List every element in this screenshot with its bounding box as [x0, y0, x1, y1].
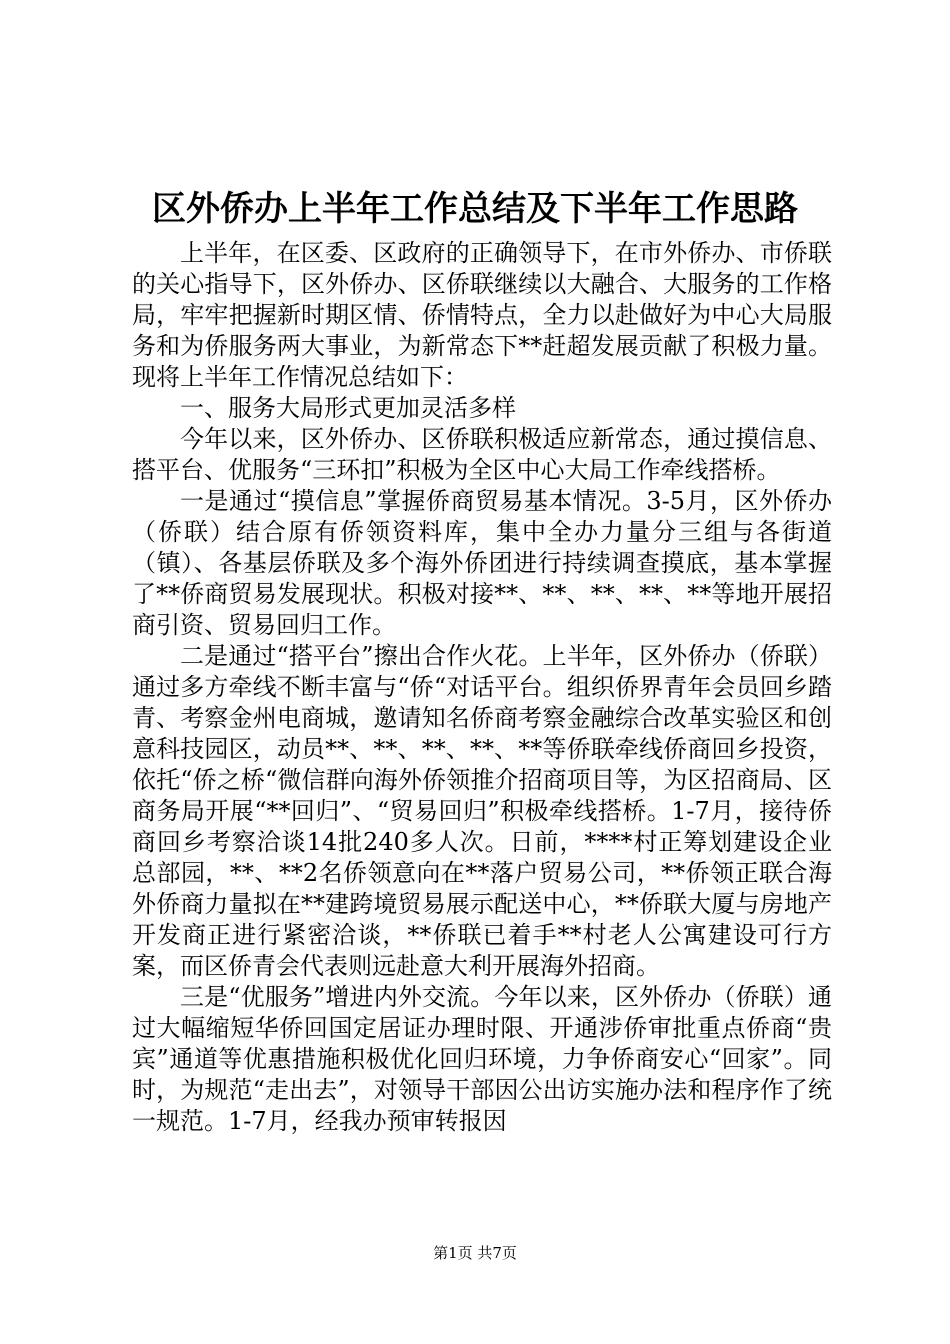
point-two-paragraph: 二是通过“搭平台”擦出合作火花。上半年，区外侨办（侨联）通过多方牵线不断丰富与“侨“对话平台。组织侨界青年会员回乡踏青、考察金州电商城，邀请知名侨商考察金融综合改革实验区和创意科技园区，动员**、**、**、**、**等侨联牵线侨商回乡投资，依托“侨之桥“微信群向海外侨领推介招商项目等，为区招商局、区商务局开展“**回归”、“贸易回归”积极牵线搭桥。1-7月，接待侨商回乡考察洽谈14批240多人次。日前，****村正筹划建设企业总部园，**、**2名侨领意向在**落户贸易公司，**侨领正联合海外侨商力量拟在**建跨境贸易展示配送中心，**侨联大厦与房地产开发商正进行紧密洽谈，**侨联已着手**村老人公寓建设可行方案，而区侨青会代表则远赴意大利开展海外招商。: [132, 642, 832, 980]
section-intro-paragraph: 今年以来，区外侨办、区侨联积极适应新常态，通过摸信息、搭平台、优服务“三环扣”积极为全区中心大局工作牵线搭桥。: [132, 425, 832, 484]
page-footer: 第1页 共7页: [433, 1244, 517, 1262]
section-heading: 一、服务大局形式更加灵活多样: [180, 394, 516, 422]
point-one-paragraph: 一是通过“摸信息”掌握侨商贸易基本情况。3-5月，区外侨办（侨联）结合原有侨领资料库，集中全办力量分三组与各街道（镇）、各基层侨联及多个海外侨团进行持续调查摸底，基本掌握了**侨商贸易发展现状。积极对接**、**、**、**、**等地开展招商引资、贸易回归工作。: [132, 487, 832, 639]
document-body: [132, 238, 832, 1137]
intro-paragraph: 上半年，在区委、区政府的正确领导下，在市外侨办、市侨联的关心指导下，区外侨办、区侨联继续以大融合、大服务的工作格局，牢牢把握新时期区情、侨情特点，全力以赴做好为中心大局服务和为侨服务两大事业，为新常态下**赶超发展贡献了积极力量。现将上半年工作情况总结如下：: [132, 239, 832, 391]
point-three-paragraph: 三是“优服务”增进内外交流。今年以来，区外侨办（侨联）通过大幅缩短华侨回国定居证办理时限、开通涉侨审批重点侨商“贵宾”通道等优惠措施积极优化回归环境，力争侨商安心“回家”。同时，为规范“走出去”，对领导干部因公出访实施办法和程序作了统一规范。1-7月，经我办预审转报因: [132, 983, 832, 1135]
document-title: 区外侨办上半年工作总结及下半年工作思路: [152, 189, 798, 229]
